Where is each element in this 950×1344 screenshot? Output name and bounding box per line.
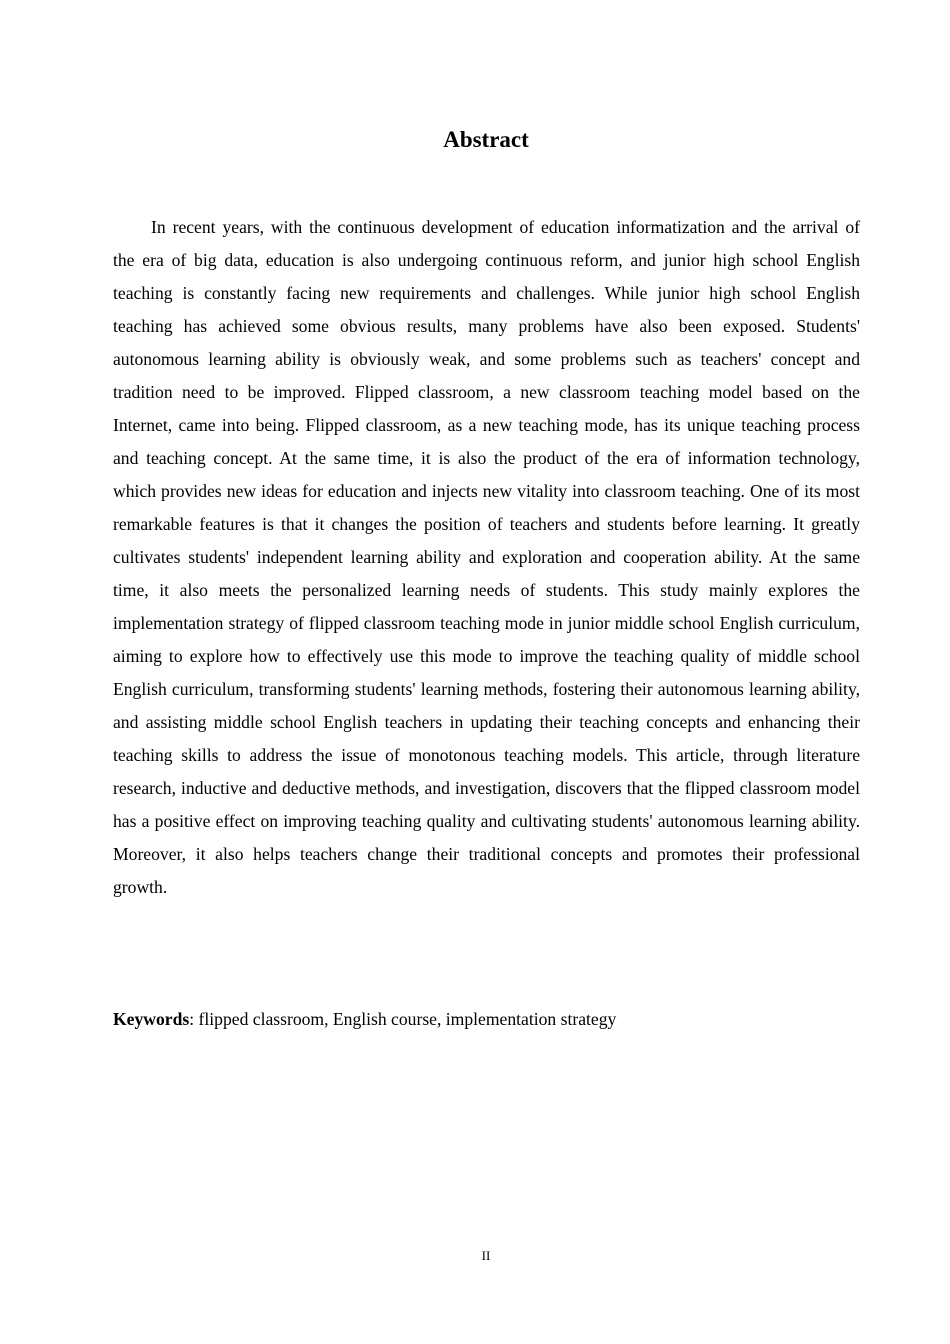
page-number: II xyxy=(481,1248,491,1263)
keywords-line xyxy=(113,1003,860,1036)
keywords-text: flipped classroom, English course, implementation strategy xyxy=(198,1009,617,1029)
abstract-body: In recent years, with the continuous development of education informatization and the arrival of the era of big data, education is also undergoing continuous reform, and junior high school English teaching is constantly facing new requirements and challenges. While junior high school English teaching has achieved some obvious results, many problems have also been exposed. Students' autonomous learning ability is obviously weak, and some problems such as teachers' concept and tradition need to be improved. Flipped classroom, a new classroom teaching model based on the Internet, came into being. Flipped classroom, as a new teaching mode, has its unique teaching process and teaching concept. At the same time, it is also the product of the era of information technology, which provides new ideas for education and injects new vitality into classroom teaching. One of its most remarkable features is that it changes the position of teachers and students before learning. It greatly cultivates students' independent learning ability and exploration and cooperation ability. At the same time, it also meets the personalized learning needs of students. This study mainly explores the implementation strategy of flipped classroom teaching mode in junior middle school English curriculum, aiming to explore how to effectively use this mode to improve the teaching quality of middle school English curriculum, transforming students' learning methods, fostering their autonomous learning ability, and assisting middle school English teachers in updating their teaching concepts and enhancing their teaching skills to address the issue of monotonous teaching models. This article, through literature research, inductive and deductive methods, and investigation, discovers that the flipped classroom model has a positive effect on improving teaching quality and cultivating students' autonomous learning ability. Moreover, it also helps teachers change their traditional concepts and promotes their professional growth. xyxy=(113,217,860,897)
keywords-separator: : xyxy=(189,1009,199,1029)
keywords-label: Keywords xyxy=(113,1009,190,1029)
abstract-title: Abstract xyxy=(443,127,529,152)
